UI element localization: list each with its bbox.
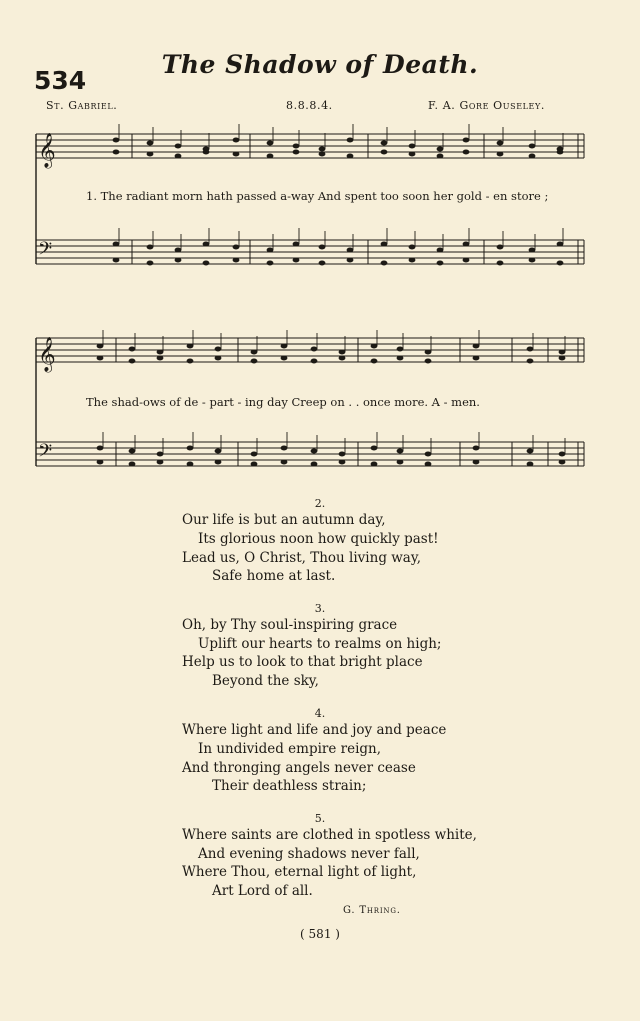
note-head xyxy=(251,359,258,364)
note-head xyxy=(397,347,404,352)
note-head xyxy=(267,248,274,253)
note-head xyxy=(251,452,258,457)
verse-line: Beyond the sky, xyxy=(212,673,319,689)
lyric-line-1: 1. The radiant morn hath passed a-way And spent too soon her gold - en store ; xyxy=(86,189,549,203)
note-head xyxy=(371,446,378,451)
note-head xyxy=(527,449,534,454)
note-head xyxy=(529,154,536,159)
note-head xyxy=(397,449,404,454)
note-head xyxy=(409,144,416,149)
treble-clef-icon: 𝄞 xyxy=(38,337,56,372)
note-head xyxy=(281,446,288,451)
note-head xyxy=(215,347,222,352)
stanza-number: 3. xyxy=(314,602,326,615)
note-head xyxy=(157,460,164,465)
note-head xyxy=(339,350,346,355)
note-head xyxy=(157,356,164,361)
verse-line: Where saints are clothed in spotless white, xyxy=(182,827,477,843)
note-head xyxy=(347,138,354,143)
note-head xyxy=(463,242,470,247)
note-head xyxy=(559,350,566,355)
note-head xyxy=(203,242,210,247)
stanza-number: 4. xyxy=(314,707,326,720)
note-head xyxy=(397,356,404,361)
tune-name: St. Gabriel. xyxy=(46,99,118,112)
note-head xyxy=(409,245,416,250)
note-head xyxy=(437,147,444,152)
verse-line: Art Lord of all. xyxy=(212,883,313,899)
note-head xyxy=(251,350,258,355)
note-head xyxy=(251,462,258,467)
note-head xyxy=(497,141,504,146)
note-head xyxy=(473,460,480,465)
note-head xyxy=(203,261,210,266)
bass-clef-icon: 𝄢 xyxy=(38,239,53,264)
page-number: ( 581 ) xyxy=(300,927,340,941)
note-head xyxy=(267,261,274,266)
note-head xyxy=(497,261,504,266)
note-head xyxy=(527,462,534,467)
note-head xyxy=(381,141,388,146)
note-head xyxy=(97,344,104,349)
note-head xyxy=(381,242,388,247)
verse-line: Help us to look to that bright place xyxy=(182,654,423,670)
verse-line: Where light and life and joy and peace xyxy=(182,722,447,738)
verse-line: In undivided empire reign, xyxy=(198,741,382,757)
note-head xyxy=(463,258,470,263)
note-head xyxy=(147,152,154,157)
note-head xyxy=(347,248,354,253)
note-head xyxy=(311,347,318,352)
stanza-number: 2. xyxy=(314,497,326,510)
verse-line: Where Thou, eternal light of light, xyxy=(182,864,417,880)
hymn-number: 534 xyxy=(34,66,87,95)
note-head xyxy=(437,261,444,266)
note-head xyxy=(473,446,480,451)
note-head xyxy=(293,144,300,149)
bass-clef-icon: 𝄢 xyxy=(38,441,53,466)
note-head xyxy=(319,152,326,157)
note-head xyxy=(293,242,300,247)
note-head xyxy=(559,460,566,465)
note-head xyxy=(381,261,388,266)
note-head xyxy=(157,350,164,355)
note-head xyxy=(463,150,470,155)
note-head xyxy=(129,347,136,352)
note-head xyxy=(319,261,326,266)
note-head xyxy=(371,359,378,364)
note-head xyxy=(187,462,194,467)
note-head xyxy=(559,356,566,361)
note-head xyxy=(557,242,564,247)
note-head xyxy=(397,460,404,465)
note-head xyxy=(409,258,416,263)
verse-line: Our life is but an autumn day, xyxy=(182,512,386,528)
note-head xyxy=(215,460,222,465)
note-head xyxy=(129,359,136,364)
note-head xyxy=(463,138,470,143)
note-head xyxy=(559,452,566,457)
note-head xyxy=(267,154,274,159)
stanza-number: 5. xyxy=(314,812,326,825)
note-head xyxy=(175,154,182,159)
note-head xyxy=(215,449,222,454)
lyric-line-2: The shad-ows of de - part - ing day Creep on . . once more. A - men. xyxy=(86,395,480,409)
note-head xyxy=(233,152,240,157)
note-head xyxy=(527,359,534,364)
note-head xyxy=(187,446,194,451)
note-head xyxy=(293,150,300,155)
note-head xyxy=(113,150,120,155)
hymn-title: The Shadow of Death. xyxy=(161,50,479,79)
note-head xyxy=(339,452,346,457)
meter: 8.8.8.4. xyxy=(286,99,333,112)
note-head xyxy=(425,359,432,364)
verse-line: And thronging angels never cease xyxy=(182,760,416,776)
note-head xyxy=(157,452,164,457)
note-head xyxy=(233,138,240,143)
note-head xyxy=(425,452,432,457)
note-head xyxy=(473,344,480,349)
note-head xyxy=(233,245,240,250)
note-head xyxy=(529,258,536,263)
note-head xyxy=(187,359,194,364)
note-head xyxy=(339,356,346,361)
note-head xyxy=(97,356,104,361)
verse-line: And evening shadows never fall, xyxy=(198,846,420,862)
verse-line: Uplift our hearts to realms on high; xyxy=(198,636,442,652)
note-head xyxy=(129,449,136,454)
composer: F. A. Gore Ouseley. xyxy=(428,99,545,112)
note-head xyxy=(281,344,288,349)
verse-line: Lead us, O Christ, Thou living way, xyxy=(182,550,421,566)
note-head xyxy=(175,144,182,149)
note-head xyxy=(437,154,444,159)
note-head xyxy=(215,356,222,361)
treble-clef-icon: 𝄞 xyxy=(38,133,56,168)
note-head xyxy=(233,258,240,263)
note-head xyxy=(437,248,444,253)
note-head xyxy=(311,462,318,467)
note-head xyxy=(409,152,416,157)
note-head xyxy=(293,258,300,263)
note-head xyxy=(557,150,564,155)
note-head xyxy=(557,261,564,266)
note-head xyxy=(281,356,288,361)
note-head xyxy=(203,150,210,155)
note-head xyxy=(371,344,378,349)
note-head xyxy=(175,258,182,263)
verse-line: Its glorious noon how quickly past! xyxy=(198,531,439,547)
note-head xyxy=(381,150,388,155)
note-head xyxy=(473,356,480,361)
note-head xyxy=(147,141,154,146)
note-head xyxy=(113,258,120,263)
note-head xyxy=(319,147,326,152)
note-head xyxy=(147,245,154,250)
note-head xyxy=(319,245,326,250)
note-head xyxy=(339,460,346,465)
note-head xyxy=(347,258,354,263)
note-head xyxy=(97,446,104,451)
note-head xyxy=(425,350,432,355)
note-head xyxy=(311,449,318,454)
note-head xyxy=(147,261,154,266)
note-head xyxy=(311,359,318,364)
verse-line: Oh, by Thy soul-inspiring grace xyxy=(182,617,398,633)
note-head xyxy=(129,462,136,467)
verse-line: Their deathless strain; xyxy=(212,778,367,794)
note-head xyxy=(497,152,504,157)
author-attribution: G. Thring. xyxy=(343,905,401,916)
note-head xyxy=(187,344,194,349)
note-head xyxy=(529,144,536,149)
note-head xyxy=(113,242,120,247)
verse-line: Safe home at last. xyxy=(212,568,336,584)
note-head xyxy=(281,460,288,465)
note-head xyxy=(371,462,378,467)
note-head xyxy=(97,460,104,465)
note-head xyxy=(175,248,182,253)
note-head xyxy=(527,347,534,352)
note-head xyxy=(529,248,536,253)
note-head xyxy=(425,462,432,467)
note-head xyxy=(497,245,504,250)
note-head xyxy=(113,138,120,143)
note-head xyxy=(347,154,354,159)
note-head xyxy=(267,141,274,146)
